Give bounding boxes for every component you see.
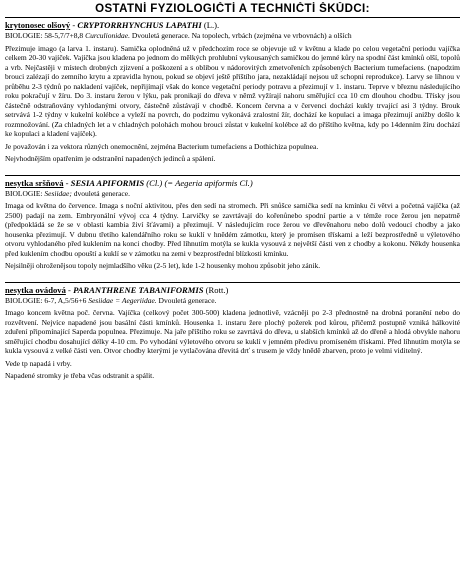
pest-common-name: nesytka ovádová: [5, 284, 66, 295]
pest-section-sesia: [5, 176, 460, 271]
host-paragraph: Vede tp napadá i vrby.: [5, 358, 72, 368]
pest-heading: nesytka sršňová - SESIA APIFORMIS (Cl.) (= Aegeria apiformis Cl.): [5, 177, 253, 188]
pest-latin-name: PARANTHRENE TABANIFORMIS: [73, 284, 204, 295]
threat-paragraph: Nejsilněji ohroženějsou topoly nejmladšího věku (2-5 let), kde 1-2 housenky mohou způsobit jeho zánik.: [5, 261, 321, 270]
pest-section-cryptorrhynchus: [5, 18, 460, 164]
pest-heading: nesytka ovádová - PARANTHRENE TABANIFORMIS (Rott.): [5, 284, 229, 295]
pest-common-name: nesytka sršňová: [5, 177, 64, 188]
control-paragraph: Nejvhodnějším opatřením je odstranění napadených jedinců a spálení.: [5, 154, 216, 163]
pest-heading: krytonosec olšový - CRYPTORRHYNCHUS LAPATHI (L.).: [5, 20, 220, 30]
vector-paragraph: Je považován i za vektora různých onemocnění, zejména Bacterium tumefaciens a Dothichiza populnea.: [5, 141, 319, 151]
biology-line: BIOLOGIE: Sesiidae; dvouletá generace.: [5, 188, 130, 198]
description-paragraph: Přezimuje imago (a larva 1. instaru). Samička oplodněná už v předchozím roce se objevuje už v květnu a klade po celou vegetační periodu vajíčka celkem 20-30 vajíček. Vajíčka jsou kladena po jednom do mělkých prohlubní vykousaných samičkou do jemné kůry na spodní část kmínků olší, topolů a vrb. Nejčastěji v místech drobných zjizvení a poškození a s oblibou v nádorovitých zmetvořeních způsobených Bacterium tumefaciens. (napodzim brouci zalézají do zemního krytu a zpravidla hynou, pokud se objeví ještě příštího jara, nezakládají nejsou už schopni reprodukce). Larvy se líhnou v průběhu 2-3 týdnů po nakladení vajíček, nepřijímají však do konce vegetační periody potravu a přezimují v 1. instaru. Teprve v březnu následujícího roku pokračují v žíru. Do 3. instaru žerou v lýku, pak pronikají do dřeva v němž vyžírají nahoru směřující cca 10 cm dlouhou chodbu. Třísky jsou částečně odstraňovány vyhlodanými otvory, částečně zůstávají v chodbě. Koncem června a v červenci dochází kukly trvající asi 3 týdny. Brouk setrvává 1-2 týdny v kukelní kolébce a vyleží na povrch, do podzimu vykonává zralostní žír, dochází ke kopulaci a imaga přezimují anižby došlo k rozmnožování. (Za chladných let a v chladných polohách mohou brouci zůstat v kukelní kolébce až do příštího května, kdy po 14denním žíru dochází ke kopulaci a kladení vajíček).: [5, 43, 460, 138]
pest-author: (Rott.): [203, 284, 229, 295]
control-paragraph: Napadené stromky je třeba včas odstranit a spálit.: [5, 371, 155, 380]
biology-line: BIOLOGIE: 6-7, A,5/56+6 Sesiidae = Aegeriidae. Dvouletá generace.: [5, 295, 217, 305]
pest-latin-name: CRYPTORRHYNCHUS LAPATHI: [77, 20, 202, 30]
document-page: [5, 2, 460, 582]
description-paragraph: Imaga od května do července. Imaga s noční aktivitou, přes den sedí na stromech. Při snůšce samička sedí na kmínku či větvi a početná vajíčka (až 2500) padají na zem. Embryonální vývoj cca 4 týdny. Larvičky se zavrtávají do kořenůnebo spodní partie a v témže roce žerou jen nepatrně (předpokládá se že se v oblasti kambia živí šťávami) a přezimují. V následujícím roce žerou ve dřevěnahoru nebo dolů vedoucí chodby a jako housenka přezimují. V dubnu třetího kalendářního roku se kuklí v hnědém zámotku, který je promísen třískami a leží bezprostředně u výletového otvoru vyhlodaného před kuklením na konci chodby. Před líhnutím motýla se kukla vysouvá z největší části ven z chodby a kokonu. Někdy housenka před kuklením chodbu opouští a kuklí se v zámotku na zemi v bezprostřední blízkosti kmínku.: [5, 201, 460, 258]
pest-latin-name: SESIA APIFORMIS: [70, 177, 145, 188]
page-title: OSTATNÍ FYZIOLOGIČTÍ A TECHNIČTÍ ŠKŮDCI:: [95, 3, 370, 15]
description-paragraph: Imago koncem května poč. června. Vajíčka (celkový počet 300-500) kladena jednotlivě, vzácněji po 2-3 přednostně na drobná poranění nebo do rozvětvení. Nejvíce napadené jsou basální části kmínků. Housenka 1. instaru žere plochý požerek pod kůrou, přičemž postupně vzniká hálkovité zduření připomínající Saperda populnea. Přezimuje. Na jaře příštího roku se zavrtává do dřeva, u slabších kmínků až do dřeně a hlodá obvykle nahoru směřující chodbu dosahující délky 4-10 cm. Po vyhodání výletového otvoru se kuklí v jemném předivu promíseném třískami. Před líhnutím motýla se kukla vysouvá z velké části ven. Otvor chodby kterými je vytlačována dřevitá drť s trusem je vždy hnědě zbarven, proto je velmi viditelný.: [5, 308, 460, 355]
pest-author: (Cl.) (= Aegeria apiformis Cl.): [144, 177, 253, 188]
biology-line: BIOLOGIE: 58-5,7/7+8,8 Curculionidae. Dvouletá generace. Na topolech, vrbách (zejména ve vrbovnách) a olších: [5, 31, 352, 40]
pest-common-name: krytonosec olšový: [5, 20, 71, 30]
pest-section-paranthrene: [5, 283, 460, 381]
pest-author: (L.).: [201, 20, 220, 30]
